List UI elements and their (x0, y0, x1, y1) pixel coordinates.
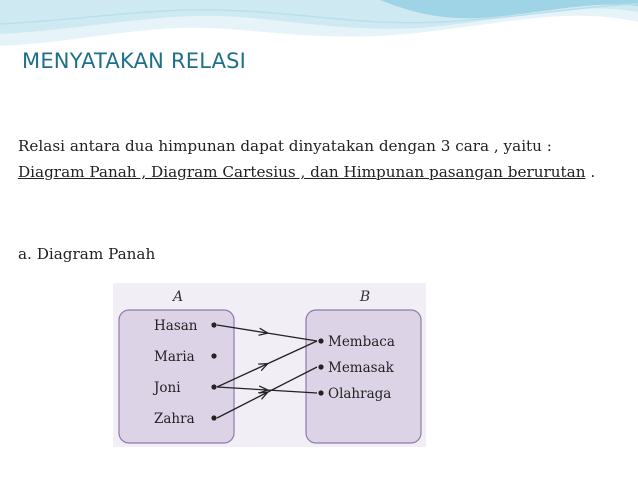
set-b-dot-olahraga (318, 390, 323, 395)
set-b-item-membaca: Membaca (328, 334, 395, 350)
set-a-label: A (172, 289, 184, 305)
set-a-item-hasan: Hasan (154, 318, 198, 334)
set-a-item-joni: Joni (154, 380, 181, 396)
slide-title: MENYATAKAN RELASI (22, 49, 247, 73)
set-a-dot-joni (211, 384, 216, 389)
set-b-dot-membaca (318, 338, 323, 343)
arrow-diagram (113, 283, 426, 447)
paragraph-methods-underlined: Diagram Panah , Diagram Cartesius , dan Himpunan pasangan berurutan (18, 163, 586, 181)
set-a-dot-hasan (211, 322, 216, 327)
set-b-item-memasak: Memasak (328, 360, 394, 376)
paragraph-lead: Relasi antara dua himpunan dapat dinyatakan dengan 3 cara , yaitu : (18, 137, 552, 155)
set-b-label: B (359, 289, 371, 305)
paragraph-tail: . (585, 163, 596, 181)
set-b-box (306, 310, 421, 443)
set-a-item-maria: Maria (154, 349, 195, 365)
set-a-dot-zahra (211, 415, 216, 420)
set-b-dot-memasak (318, 364, 323, 369)
slide-paragraph (18, 133, 618, 185)
subheading-diagram-panah: a. Diagram Panah (18, 245, 156, 263)
set-a-dot-maria (211, 353, 216, 358)
set-b-item-olahraga: Olahraga (328, 386, 392, 402)
set-a-item-zahra: Zahra (154, 411, 195, 427)
